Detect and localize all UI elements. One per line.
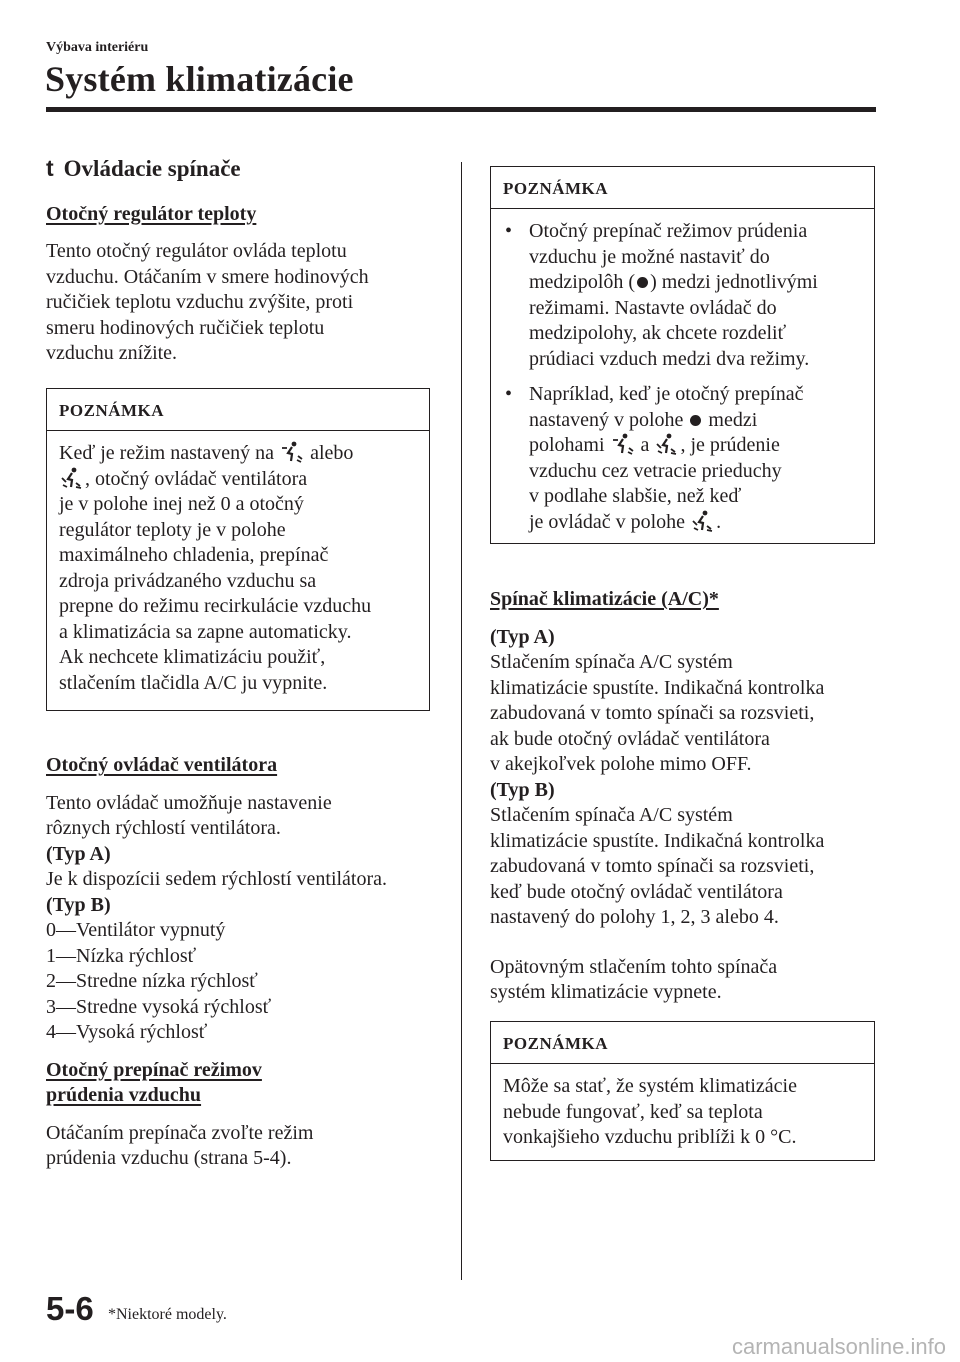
fan-typ-a-text: Je k dispozícii sedem rýchlostí ventilátora. bbox=[46, 868, 388, 890]
ac-off-line: systém klimatizácie vypnete. bbox=[490, 981, 722, 1003]
note-text: ) medzi jednotlivými bbox=[650, 271, 818, 293]
temp-line: Tento otočný regulátor ovláda teplotu bbox=[46, 240, 347, 262]
note-line: je v polohe inej než 0 a otočný bbox=[59, 493, 304, 515]
note-title: POZNÁMKA bbox=[47, 389, 429, 431]
note-text: , otočný ovládač ventilátora bbox=[85, 467, 308, 490]
main-heading-text: Ovládacie spínače bbox=[63, 156, 241, 181]
mode-heading: Otočný prepínač režimov bbox=[46, 1058, 262, 1081]
position-dot-icon bbox=[637, 277, 648, 288]
note-line bbox=[529, 408, 862, 434]
note-line: nebude fungovať, keď sa teplota bbox=[503, 1100, 763, 1123]
left-column bbox=[46, 156, 436, 367]
note-line: Môže sa stať, že systém klimatizácie bbox=[503, 1075, 797, 1097]
mode-line: prúdenia vzduchu (strana 5-4). bbox=[46, 1147, 292, 1169]
note-body bbox=[491, 1064, 874, 1161]
note-text: nastavený v polohe bbox=[529, 408, 684, 431]
note-line: prúdiaci vzduch medzi dva režimy. bbox=[529, 347, 810, 370]
note-line bbox=[529, 510, 862, 536]
footnote: *Niektoré modely. bbox=[108, 1306, 227, 1323]
note-line: zdroja privádzaného vzduchu sa bbox=[59, 569, 317, 592]
ac-line: zabudovaná v tomto spínači sa rozsvieti, bbox=[490, 702, 815, 724]
note-line: v podlahe slabšie, než keď bbox=[529, 485, 742, 507]
position-dot-icon bbox=[690, 415, 701, 426]
page-title: Systém klimatizácie bbox=[45, 59, 354, 99]
ac-line: Stlačením spínača A/C systém bbox=[490, 651, 733, 673]
heading-bullet: t bbox=[46, 155, 54, 181]
note-body bbox=[47, 431, 429, 706]
note-line: Otočný prepínač režimov prúdenia bbox=[529, 220, 808, 242]
temp-text bbox=[46, 239, 436, 367]
ac-typ-a: (Typ A) bbox=[490, 625, 555, 648]
note-line bbox=[59, 467, 417, 493]
note-line: Ak nechcete klimatizáciu použiť, bbox=[59, 646, 326, 668]
fan-speed: 4—Vysoká rýchlosť bbox=[46, 1021, 208, 1043]
bullet: • bbox=[505, 220, 513, 242]
fan-line: rôznych rýchlostí ventilátora. bbox=[46, 817, 281, 839]
page-number: 5-6 bbox=[46, 1290, 94, 1327]
main-heading bbox=[46, 156, 436, 182]
note-text: a bbox=[640, 434, 650, 456]
note-line: vonkajšieho vzduchu priblíži k 0 °C. bbox=[503, 1126, 797, 1148]
note-list-item bbox=[503, 382, 862, 535]
temp-line: smeru hodinových ručičiek teplotu bbox=[46, 316, 325, 339]
title-rule bbox=[46, 107, 876, 112]
note-line: režimami. Nastavte ovládač do bbox=[529, 296, 777, 319]
temp-line: vzduchu. Otáčaním v smere hodinových bbox=[46, 265, 369, 288]
ac-typ-b: (Typ B) bbox=[490, 778, 555, 801]
note-text: medzipolôh ( bbox=[529, 271, 636, 293]
fan-typ-b: (Typ B) bbox=[46, 893, 111, 916]
ac-line: v akejkoľvek polohe mimo OFF. bbox=[490, 753, 752, 775]
ac-line: zabudovaná v tomto spínači sa rozsvieti, bbox=[490, 855, 815, 877]
floor-icon bbox=[690, 510, 716, 532]
note-text: je ovládač v polohe bbox=[529, 510, 686, 533]
ac-line: ak bude otočný ovládač ventilátora bbox=[490, 727, 770, 750]
fan-typ-a: (Typ A) bbox=[46, 842, 111, 865]
note-box-2 bbox=[490, 166, 875, 544]
vent-floor-icon bbox=[610, 433, 636, 455]
floor-icon bbox=[59, 467, 85, 489]
note-line: stlačením tlačidla A/C ju vypnite. bbox=[59, 671, 328, 694]
ac-line: nastavený do polohy 1, 2, 3 alebo 4. bbox=[490, 906, 779, 928]
fan-heading: Otočný ovládač ventilátora bbox=[46, 754, 278, 776]
note-line: regulátor teploty je v polohe bbox=[59, 518, 286, 541]
floor-icon bbox=[654, 433, 680, 455]
note-list-item bbox=[503, 219, 862, 372]
temp-line: ručičiek teplotu vzduchu zvýšite, proti bbox=[46, 291, 354, 313]
note-line: Napríklad, keď je otočný prepínač bbox=[529, 383, 804, 405]
note-text: , je prúdenie bbox=[680, 434, 780, 456]
ac-heading: Spínač klimatizácie (A/C)* bbox=[490, 588, 719, 610]
note-text: Keď je režim nastavený na bbox=[59, 442, 275, 464]
ac-off-line: Opätovným stlačením tohto spínača bbox=[490, 955, 778, 978]
note-line bbox=[529, 270, 862, 296]
watermark: carmanualsonline.info bbox=[731, 1334, 946, 1359]
mode-line: Otáčaním prepínača zvoľte režim bbox=[46, 1121, 314, 1144]
fan-line: Tento ovládač umožňuje nastavenie bbox=[46, 791, 332, 814]
note-title: POZNÁMKA bbox=[491, 167, 874, 209]
temp-line: vzduchu znížite. bbox=[46, 342, 178, 364]
note-text: medzi bbox=[708, 408, 758, 431]
note-box-3 bbox=[490, 1021, 875, 1161]
bullet: • bbox=[505, 383, 513, 405]
note-box-1 bbox=[46, 388, 430, 711]
note-line: vzduchu je možné nastaviť do bbox=[529, 245, 770, 268]
ac-section bbox=[490, 587, 890, 1006]
note-text: . bbox=[716, 510, 722, 533]
ac-line: klimatizácie spustíte. Indikačná kontrolka bbox=[490, 829, 825, 852]
note-line: a klimatizácia sa zapne automaticky. bbox=[59, 620, 352, 643]
ac-line: keď bude otočný ovládač ventilátora bbox=[490, 880, 783, 903]
note-line bbox=[59, 441, 417, 467]
fan-section bbox=[46, 753, 446, 1172]
fan-speed: 2—Stredne nízka rýchlosť bbox=[46, 970, 258, 992]
mode-heading: prúdenia vzduchu bbox=[46, 1084, 202, 1106]
fan-speed: 0—Ventilátor vypnutý bbox=[46, 919, 226, 941]
vent-floor-icon bbox=[279, 441, 305, 463]
note-line: maximálneho chladenia, prepínač bbox=[59, 544, 329, 566]
note-text: alebo bbox=[310, 442, 354, 464]
fan-speed: 3—Stredne vysoká rýchlosť bbox=[46, 995, 272, 1018]
ac-line: Stlačením spínača A/C systém bbox=[490, 804, 733, 826]
note-title: POZNÁMKA bbox=[491, 1022, 874, 1064]
ac-line: klimatizácie spustíte. Indikačná kontrolka bbox=[490, 676, 825, 699]
note-line: prepne do režimu recirkulácie vzduchu bbox=[59, 595, 372, 617]
section-label: Výbava interiéru bbox=[46, 40, 149, 55]
note-line: medzipolohy, ak chcete rozdeliť bbox=[529, 322, 787, 344]
temp-heading: Otočný regulátor teploty bbox=[46, 202, 257, 225]
note-line bbox=[529, 433, 862, 459]
note-text: polohami bbox=[529, 434, 605, 456]
note-list bbox=[503, 219, 862, 535]
fan-speed: 1—Nízka rýchlosť bbox=[46, 944, 197, 967]
column-divider bbox=[461, 162, 462, 1280]
note-line: vzduchu cez vetracie prieduchy bbox=[529, 459, 782, 482]
note-body bbox=[491, 209, 874, 545]
